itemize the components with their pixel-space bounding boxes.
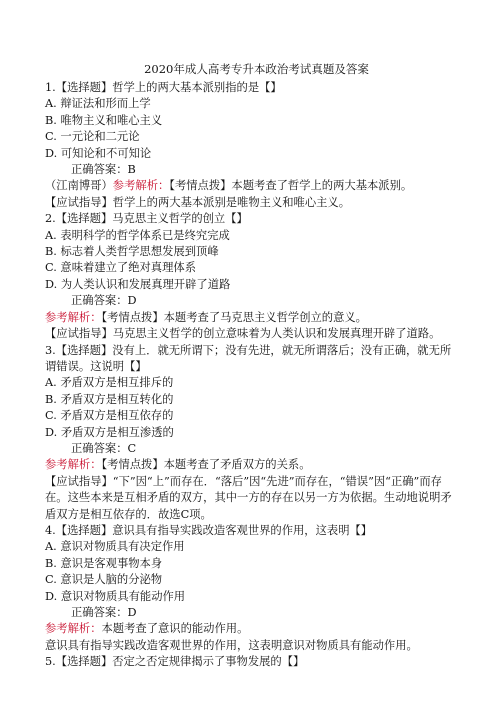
option-b: B. 唯物主义和唯心主义 [45,113,163,127]
correct-answer: 正确答案：D [71,294,137,308]
question-1 [45,80,460,211]
question-stem: 4.【选择题】意识具有指导实践改造客观世界的作用，这表明【】 [45,523,373,537]
source-note: （江南博哥） [45,179,113,193]
question-stem: 1.【选择题】哲学上的两大基本派别指的是【】 [45,81,282,94]
option-b: B. 标志着人类哲学思想发展到顶峰 [45,245,219,259]
exam-guide: 意识具有指导实践改造客观世界的作用，这表明意识对物质具有能动作用。 [45,638,418,652]
correct-answer: 正确答案：B [71,163,136,177]
question-2 [45,211,460,342]
page-title: 2020年成人高考专升本政治考试真题及答案 [144,62,369,76]
reference-text: 【考情点拨】本题考查了哲学上的两大基本派别。 [169,179,413,193]
option-c: C. 意识是人脑的分泌物 [45,573,163,587]
reference-text: 【考情点拨】本题考查了马克思主义哲学创立的意义。 [101,310,367,324]
option-b: B. 矛盾双方是相互转化的 [45,392,174,406]
reference-analysis [45,178,460,194]
question-4 [45,523,460,654]
reference-label: 参考解析： [45,310,102,324]
option-a: A. 辩证法和形而上学 [45,97,151,111]
correct-answer: 正确答案：D [71,606,137,619]
reference-analysis [45,457,460,473]
option-c: C. 意味着建立了绝对真理体系 [45,261,196,275]
reference-analysis [45,310,460,326]
question-3 [45,343,460,523]
reference-analysis [45,621,460,637]
option-a: A. 矛盾双方是相互排斥的 [45,376,174,390]
exam-guide: 【应试指导】马克思主义哲学的创立意味着为人类认识和发展真理开辟了道路。 [45,327,441,341]
reference-text: 本题考查了意识的能动作用。 [101,622,249,636]
option-d: D. 矛盾双方是相互渗透的 [45,425,174,439]
exam-guide: 【应试指导】“下”因“上”而存在．“落后”因“先进”而存在，“错误”因“正确”而存在。这些本来是互相矛盾的双方，其中一方的存在以另一方为依据。生动地说明矛盾双方是相互依存的．故选C项。 [45,474,452,521]
question-stem: 2.【选择题】马克思主义哲学的创立【】 [45,212,248,226]
reference-text: 【考情点拨】本题考查了矛盾双方的关系。 [101,458,311,472]
option-d: D. 为人类认识和发展真理开辟了道路 [45,277,231,291]
option-a: A. 意识对物质具有决定作用 [45,540,185,554]
option-a: A. 表明科学的哲学体系已是终究完成 [45,228,230,242]
question-5 [45,654,460,670]
option-c: C. 一元论和二元论 [45,130,140,144]
reference-label: 参考解析： [45,622,102,636]
option-d: D. 可知论和不可知论 [45,146,152,160]
reference-label: 参考解析： [45,458,102,472]
question-stem: 3.【选择题】没有上．就无所谓下；没有先进，就无所谓落后；没有正确，就无所谓错误。这说明【】 [45,343,452,373]
correct-answer: 正确答案：C [71,441,137,455]
option-b: B. 意识是客观事物本身 [45,556,163,570]
exam-guide: 【应试指导】哲学上的两大基本派别是唯物主义和唯心主义。 [45,195,351,209]
question-stem: 5.【选择题】否定之否定规律揭示了事物发展的【】 [45,655,305,669]
option-c: C. 矛盾双方是相互依存的 [45,409,174,423]
reference-label: 参考解析： [112,179,170,193]
option-d: D. 意识对物质具有能动作用 [45,589,186,603]
